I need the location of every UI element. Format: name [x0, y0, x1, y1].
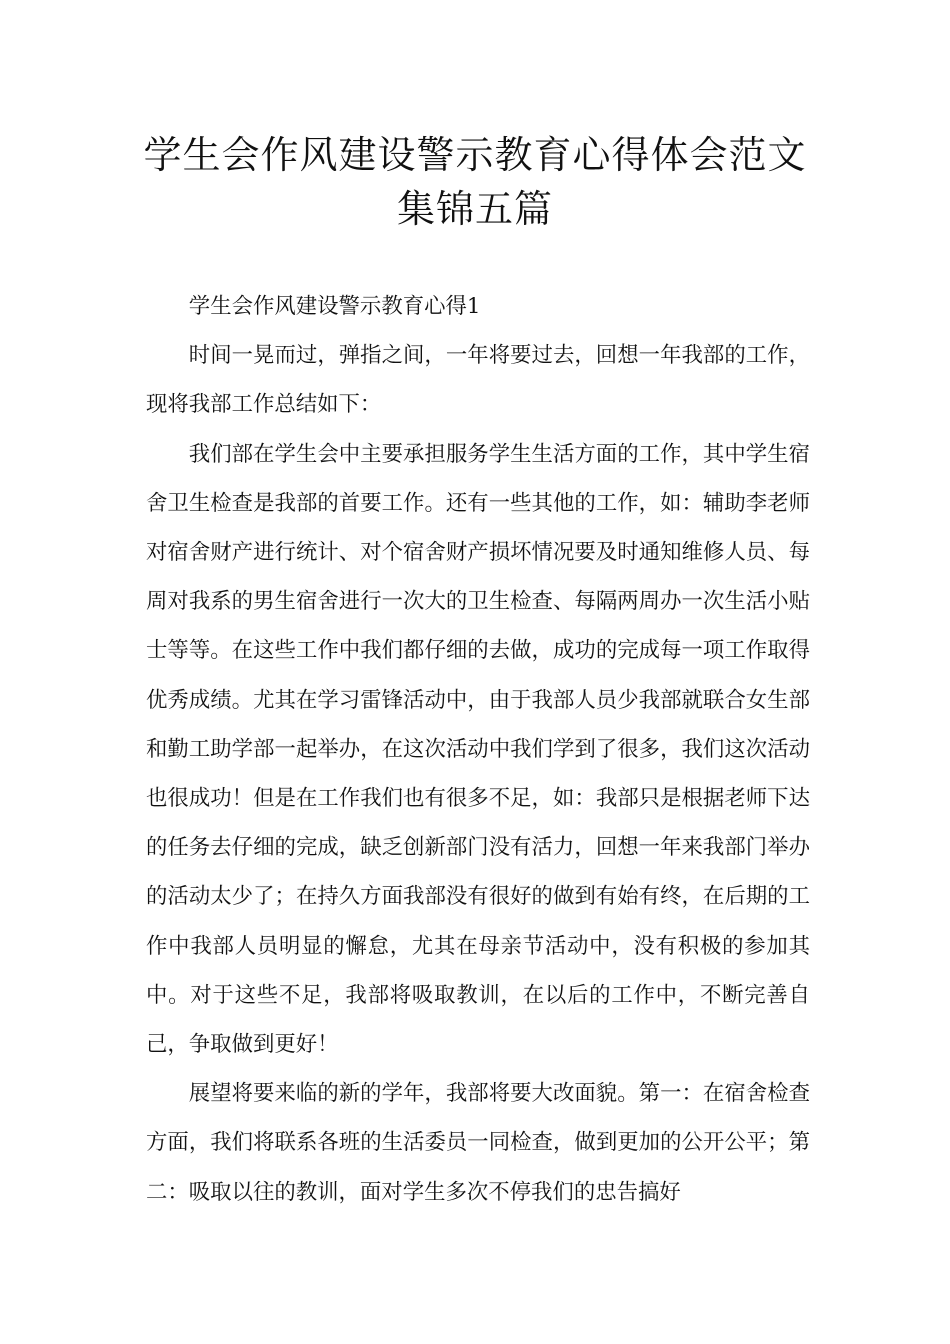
document-body [146, 282, 810, 1217]
document-title-line-1: 学生会作风建设警示教育心得体会范文 [143, 133, 807, 177]
body-paragraph: 展望将要来临的新的学年，我部将要大改面貌。第一：在宿舍检查方面，我们将联系各班的生活委员一同检查，做到更加的公开公平；第二：吸取以往的教训，面对学生多次不停我们的忠告搞好 [146, 1081, 810, 1205]
body-paragraph: 时间一晃而过，弹指之间，一年将要过去，回想一年我部的工作，现将我部工作总结如下： [146, 343, 810, 418]
document-title-line-2: 集锦五篇 [396, 187, 553, 231]
section-heading: 学生会作风建设警示教育心得1 [188, 294, 481, 319]
body-paragraph: 我们部在学生会中主要承担服务学生生活方面的工作，其中学生宿舍卫生检查是我部的首要工作。还有一些其他的工作，如：辅助李老师对宿舍财产进行统计、对个宿舍财产损坏情况要及时通知维修人员、每周对我系的男生宿舍进行一次大的卫生检查、每隔两周办一次生活小贴士等等。在这些工作中我们都仔细的去做，成功的完成每一项工作取得优秀成绩。尤其在学习雷锋活动中，由于我部人员少我部就联合女生部和勤工助学部一起举办，在这次活动中我们学到了很多，我们这次活动也很成功！但是在工作我们也有很多不足，如：我部只是根据老师下达的任务去仔细的完成，缺乏创新部门没有活力，回想一年来我部门举办的活动太少了；在持久方面我部没有很好的做到有始有终，在后期的工作中我部人员明显的懈怠，尤其在母亲节活动中，没有积极的参加其中。对于这些不足，我部将吸取教训，在以后的工作中，不断完善自己，争取做到更好！ [146, 441, 810, 1058]
